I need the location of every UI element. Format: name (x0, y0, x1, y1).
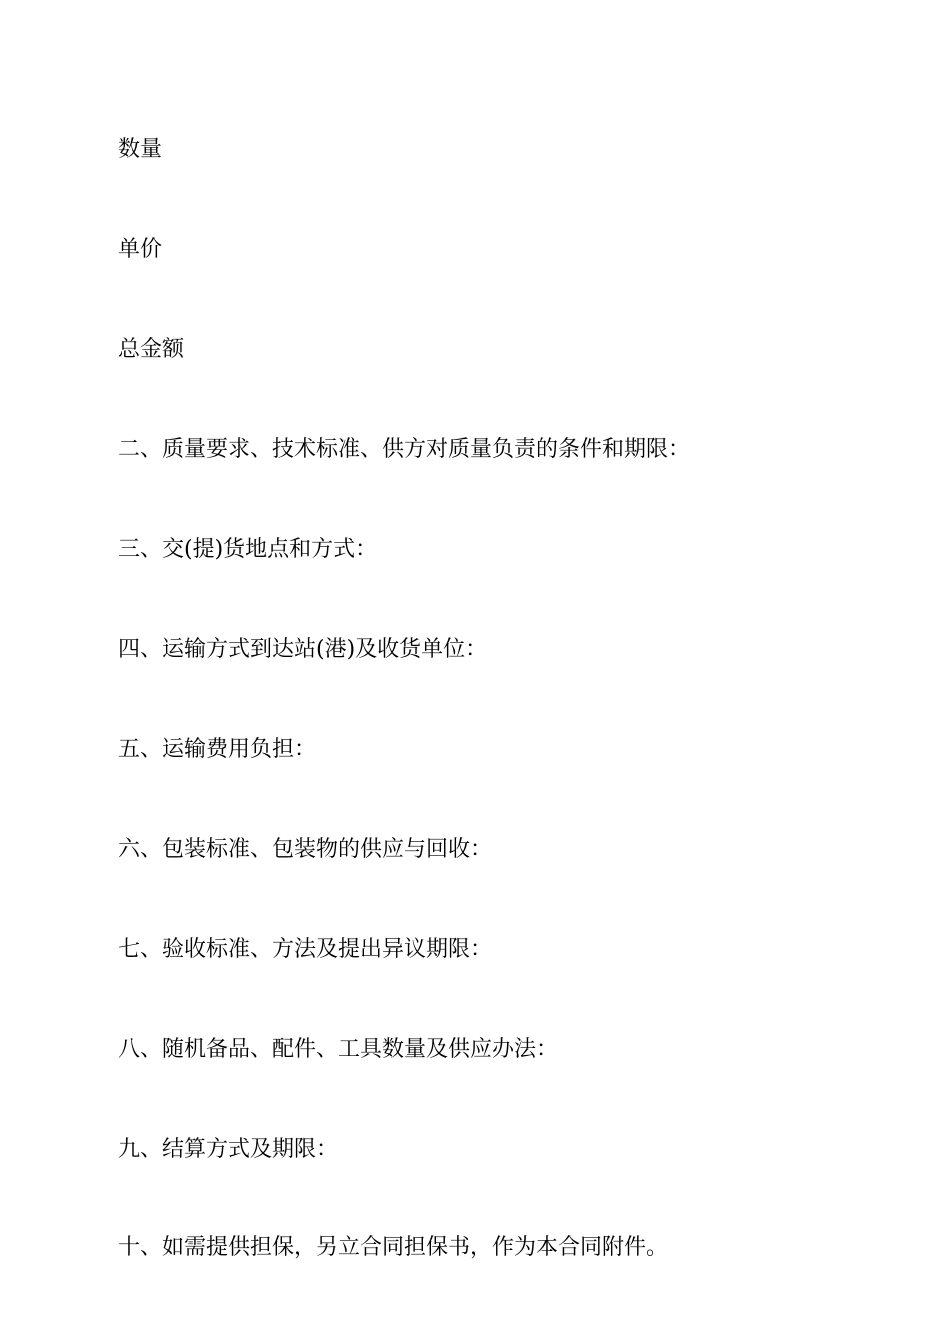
text-total-amount: 总金额 (118, 337, 185, 362)
clause-5-transport-cost: 五、运输费用负担： (118, 737, 317, 762)
clause-8-spare-parts: 八、随机备品、配件、工具数量及供应办法： (118, 1037, 559, 1062)
clause-10-guarantee: 十、如需提供担保，另立合同担保书，作为本合同附件。 (118, 1235, 669, 1260)
text-unit-price: 单价 (118, 237, 163, 262)
text-quantity: 数量 (118, 137, 163, 162)
clause-7-acceptance: 七、验收标准、方法及提出异议期限： (118, 937, 493, 962)
clause-3-delivery: 三、交(提)货地点和方式： (118, 537, 378, 562)
clause-2-quality: 二、质量要求、技术标准、供方对质量负责的条件和期限： (118, 437, 691, 462)
clause-9-settlement: 九、结算方式及期限： (118, 1137, 339, 1162)
clause-4-transport: 四、运输方式到达站(港)及收货单位： (118, 637, 488, 662)
clause-6-packaging: 六、包装标准、包装物的供应与回收： (118, 837, 493, 862)
